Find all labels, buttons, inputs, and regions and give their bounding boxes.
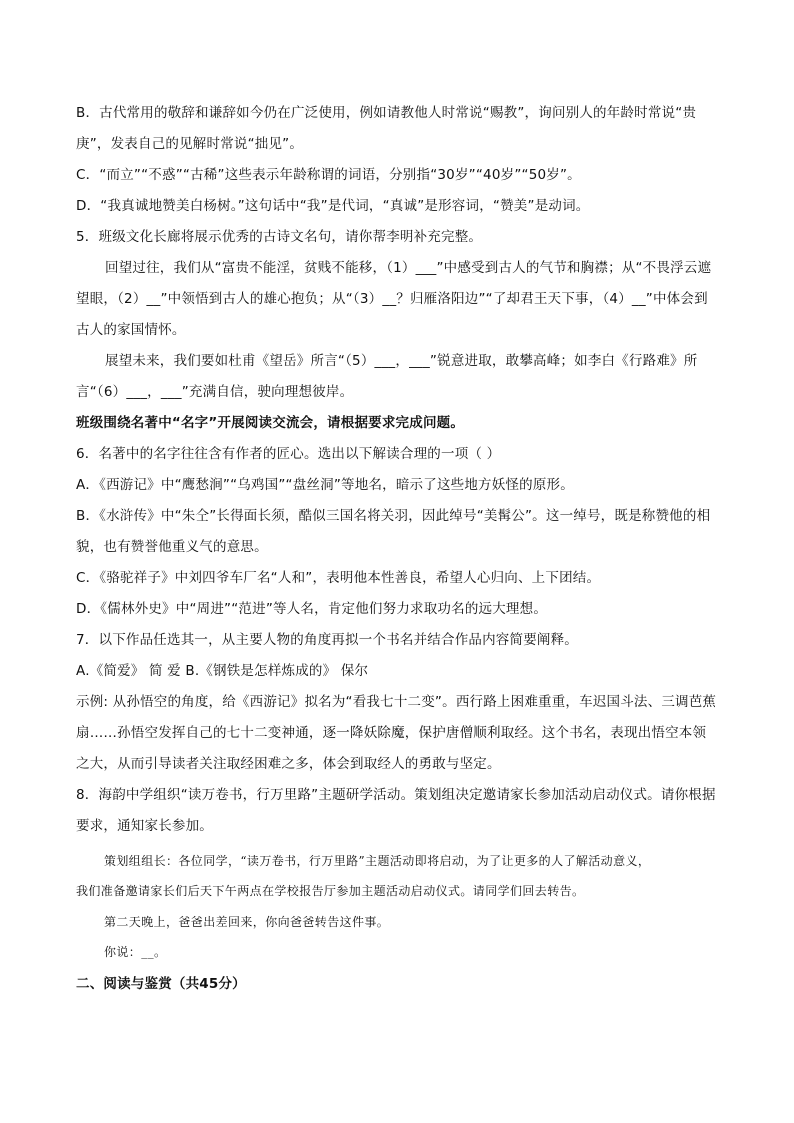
- question-5-para2-line1: 展望未来，我们要如杜甫《望岳》所言“（5）___，___”锐意进取，敢攀高峰；如李白《行路难》所: [105, 353, 698, 369]
- question-6-option-c: C．《骆驼祥子》中刘四爷车厂名“人和”，表明他本性善良，希望人心归向、上下团结。: [76, 570, 601, 586]
- section-two-heading: 二、阅读与鉴赏（共45分）: [76, 976, 246, 992]
- question-7-example-line2: 扇……孙悟空发挥自己的七十二变神通，逐一降妖除魔，保护唐僧顺利取经。这个书名，表现出悟空本领: [76, 725, 707, 741]
- option-b-line-1: B．古代常用的敬辞和谦辞如今仍在广泛使用，例如请教他人时常说“赐教”，询问别人的年龄时常说“贵: [76, 105, 697, 121]
- option-c: C．“而立”“不惑”“古稀”这些表示年龄称谓的词语，分别指“30岁”“40岁”“50岁”。: [76, 167, 581, 183]
- question-7-example-line1: 示例: 从孙悟空的角度，给《西游记》拟名为“看我七十二变”。西行路上困难重重，车迟国斗法、三调芭蕉: [76, 694, 717, 710]
- question-8-prompt-line1: 8．海韵中学组织“读万卷书，行万里路”主题研学活动。策划组决定邀请家长参加活动启动仪式。请你根据: [76, 787, 716, 803]
- question-7-example-line3: 之大，从而引导读者关注取经困难之多，体会到取经人的勇敢与坚定。: [76, 756, 501, 772]
- question-6-option-d: D．《儒林外史》中“周进”“范进”等人名，肯定他们努力求取功名的远大理想。: [76, 601, 548, 617]
- question-8-notice-line1: 策划组组长：各位同学，“读万卷书，行万里路”主题活动即将启动，为了让更多的人了解活动意义，: [104, 854, 651, 868]
- question-7-prompt: 7．以下作品任选其一，从主要人物的角度再拟一个书名并结合作品内容简要阐释。: [76, 632, 578, 648]
- question-5-para1-line1: 回望过往，我们从“富贵不能淫，贫贱不能移，（1）___”中感受到古人的气节和胸襟；从“不畏浮云遮: [105, 260, 712, 276]
- question-5-para2-line2: 言“（6）___，___”充满自信，驶向理想彼岸。: [76, 384, 354, 400]
- question-6-option-b-line1: B．《水浒传》中“朱仝”长得面长须，酷似三国名将关羽，因此绰号“美髯公”。这一绰号，既是称赞他的相: [76, 508, 711, 524]
- question-6-prompt: 6．名著中的名字往往含有作者的匠心。选出以下解读合理的一项（ ）: [76, 446, 501, 462]
- section-intro-heading: 班级围绕名著中“名字”开展阅读交流会，请根据要求完成问题。: [76, 415, 465, 431]
- question-5-prompt: 5．班级文化长廊将展示优秀的古诗文名句，请你帮李明补充完整。: [76, 229, 483, 245]
- question-5-para1-line3: 古人的家国情怀。: [76, 322, 186, 338]
- question-8-notice-line2: 我们准备邀请家长们后天下午两点在学校报告厅参加主题活动启动仪式。请同学们回去转告。: [76, 884, 585, 898]
- question-6-option-a: A．《西游记》中“鹰愁涧”“乌鸡国”“盘丝洞”等地名，暗示了这些地方妖怪的原形。: [76, 477, 574, 493]
- question-8-scenario: 第二天晚上，爸爸出差回来，你向爸爸转告这件事。: [104, 915, 390, 929]
- question-5-para1-line2: 望眼，（2）__”中领悟到古人的雄心抱负；从“（3）__？归雁洛阳边”“了却君王天下事，（4）__”中体会到: [76, 291, 708, 307]
- question-8-answer-line: 你说：__。: [104, 945, 167, 959]
- option-d: D．“我真诚地赞美白杨树。”这句话中“我”是代词，“真诚”是形容词，“赞美”是动词。: [76, 198, 590, 214]
- question-8-prompt-line2: 要求，通知家长参加。: [76, 818, 213, 834]
- question-6-option-b-line2: 貌，也有赞誉他重义气的意思。: [76, 539, 268, 555]
- option-b-line-2: 庚”，发表自己的见解时常说“拙见”。: [76, 136, 304, 152]
- question-7-choices: A.《简爱》 简 爱 B.《钢铁是怎样炼成的》 保尔: [76, 663, 369, 679]
